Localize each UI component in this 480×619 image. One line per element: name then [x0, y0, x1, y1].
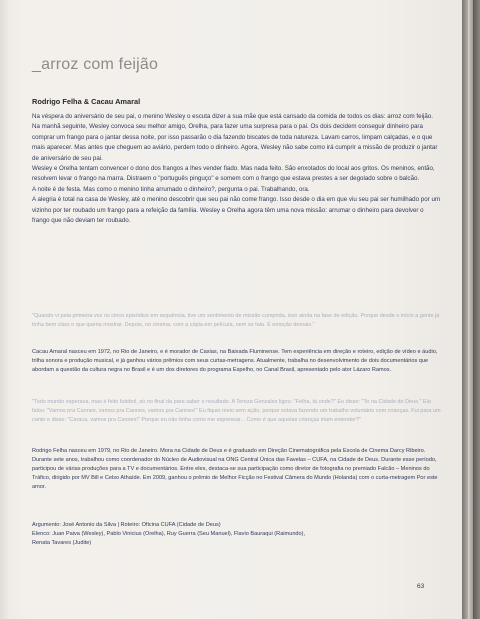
synopsis	[32, 112, 442, 226]
bio-cacau-amaral: Cacau Amaral nasceu em 1972, no Rio de Janeiro, e é morador de Caxias, na Baixada Fluminense. Tem experiência em direção e roteiro, edição de vídeo e áudio, trilha sonora e produção musical, e já ganhou vários prêmios com seus curtas-metragens. Atualmente, trabalha no desenvolvimento de dois documentários que abordam a questão da cultura negra no Brasil e é um dos diretores do programa Espelho, no Canal Brasil, apresentado pelo ator Lázaro Ramos.	[32, 349, 438, 373]
page-title: _arroz com feijão	[32, 56, 159, 73]
film-credits	[32, 521, 442, 548]
pull-quote-1: "Quando vi pela primeira vez os cinco episódios em sequência, tive um sentimento de missão cumprida, isso ainda na fase de edição. Porque desde o início a gente já tinha bem claro o que queria mostrar. Depois, no cinema, com a cópia em película, nem se fala. É emoção demais."	[32, 313, 440, 328]
synopsis-paragraph: Na véspera do aniversário de seu pai, o menino Wesley o escuta dizer a sua mãe que está cansado da comida de todos os dias: arroz com feijão. Na manhã seguinte, Wesley convoca seu melhor amigo, Orelha, para fazer uma surpresa para o pai. Os dois decidem conseguir dinheiro para comprar um frango para o jantar dessa noite, por isso passarão o dia fazendo biscates de toda natureza. Lavam carros, limpam calçadas, e o que mais aparecer. Mas antes que cheguem ao aviário, perdem todo o dinheiro. Agora, Wesley não sabe como irá cumprir a missão de produzir o jantar de aniversário de seu pai.	[32, 113, 438, 162]
credit-line: Elenco: Juan Paiva (Wesley), Pablo Vinicius (Orelha), Ruy Guerra (Seu Manuel), Flavio Bauraqui (Raimundo),	[32, 531, 306, 537]
credit-line: Renata Tavares (Judite)	[32, 540, 92, 546]
credit-line: Argumento: José Antonio da Silva | Roteiro: Oficina CUFA (Cidade de Deus)	[32, 522, 221, 528]
synopsis-paragraph: A alegria é total na casa de Wesley, até o menino descobrir que seu pai não come frango. Isso desde o dia em que viu seu pai ser humilhado por um vizinho por ter roubado um frango para a refeição da família. Wesley e Orelha agora têm uma nova missão: arrumar o dinheiro para devolver o frango que não deviam ter roubado.	[32, 196, 441, 225]
page-number: 63	[417, 583, 425, 590]
pull-quote-2: "Todo mundo esperava, mas é feito futebol, só no final da para saber o resultado. A Tereza Gonzalez ligou: "Felha, tá onde?" Eu disse: "To na Cidade de Deus." Ela falou: "Vamos pra Cannes, vamos pra Cannes, vamos pra Cannes!" Eu fiquei meio sem ação, porque estava fazendo um trabalho voluntário com crianças. Fui para um canto e disse: "Caraca, vamos pra Cannes!" Porque eu não tinha como me expressar... Como é que aquelas crianças iriam entender?"	[32, 399, 441, 423]
synopsis-paragraph: Wesley e Orelha tentam convencer o dono dos frangos a lhes vender fiado. Mas nada feito. São enxotados do local aos gritos. Os meninos, então, resolvem levar o frango na marra. Distraem o "português pinguço" e somem com o frango que estava prestes a ser degolado sobre o balcão.	[32, 165, 435, 183]
gutter-shadow	[0, 0, 10, 619]
synopsis-paragraph: A noite é de festa. Mas como o menino tinha arrumado o dinheiro?, pergunta o pai. Trabalhando, ora.	[32, 185, 310, 193]
authors-heading: Rodrigo Felha & Cacau Amaral	[32, 97, 141, 106]
page-edge	[473, 0, 480, 619]
bio-rodrigo-felha: Rodrigo Felha nasceu em 1979, no Rio de Janeiro. Mora na Cidade de Deus e é graduado em Direção Cinematográfica pela Escola de Cinema Darcy Ribeiro. Durante sete anos, trabalhou como coordenador do Núcleo de Audiovisual na ONG Central Única das Favelas – CUFA, na Cidade de Deus. Durante esse período, participou de várias produções para a TV e documentários. Entre eles, destaca-se sua participação como diretor de fotografia no premiado Falcão – Meninos do Tráfico, dirigido por MV Bill e Celso Athaíde. Em 2009, ganhou o prêmio de Melhor Ficção no Festival Câmera do Mundo (Holanda) com o curta-metragem Por este amor.	[32, 448, 438, 490]
